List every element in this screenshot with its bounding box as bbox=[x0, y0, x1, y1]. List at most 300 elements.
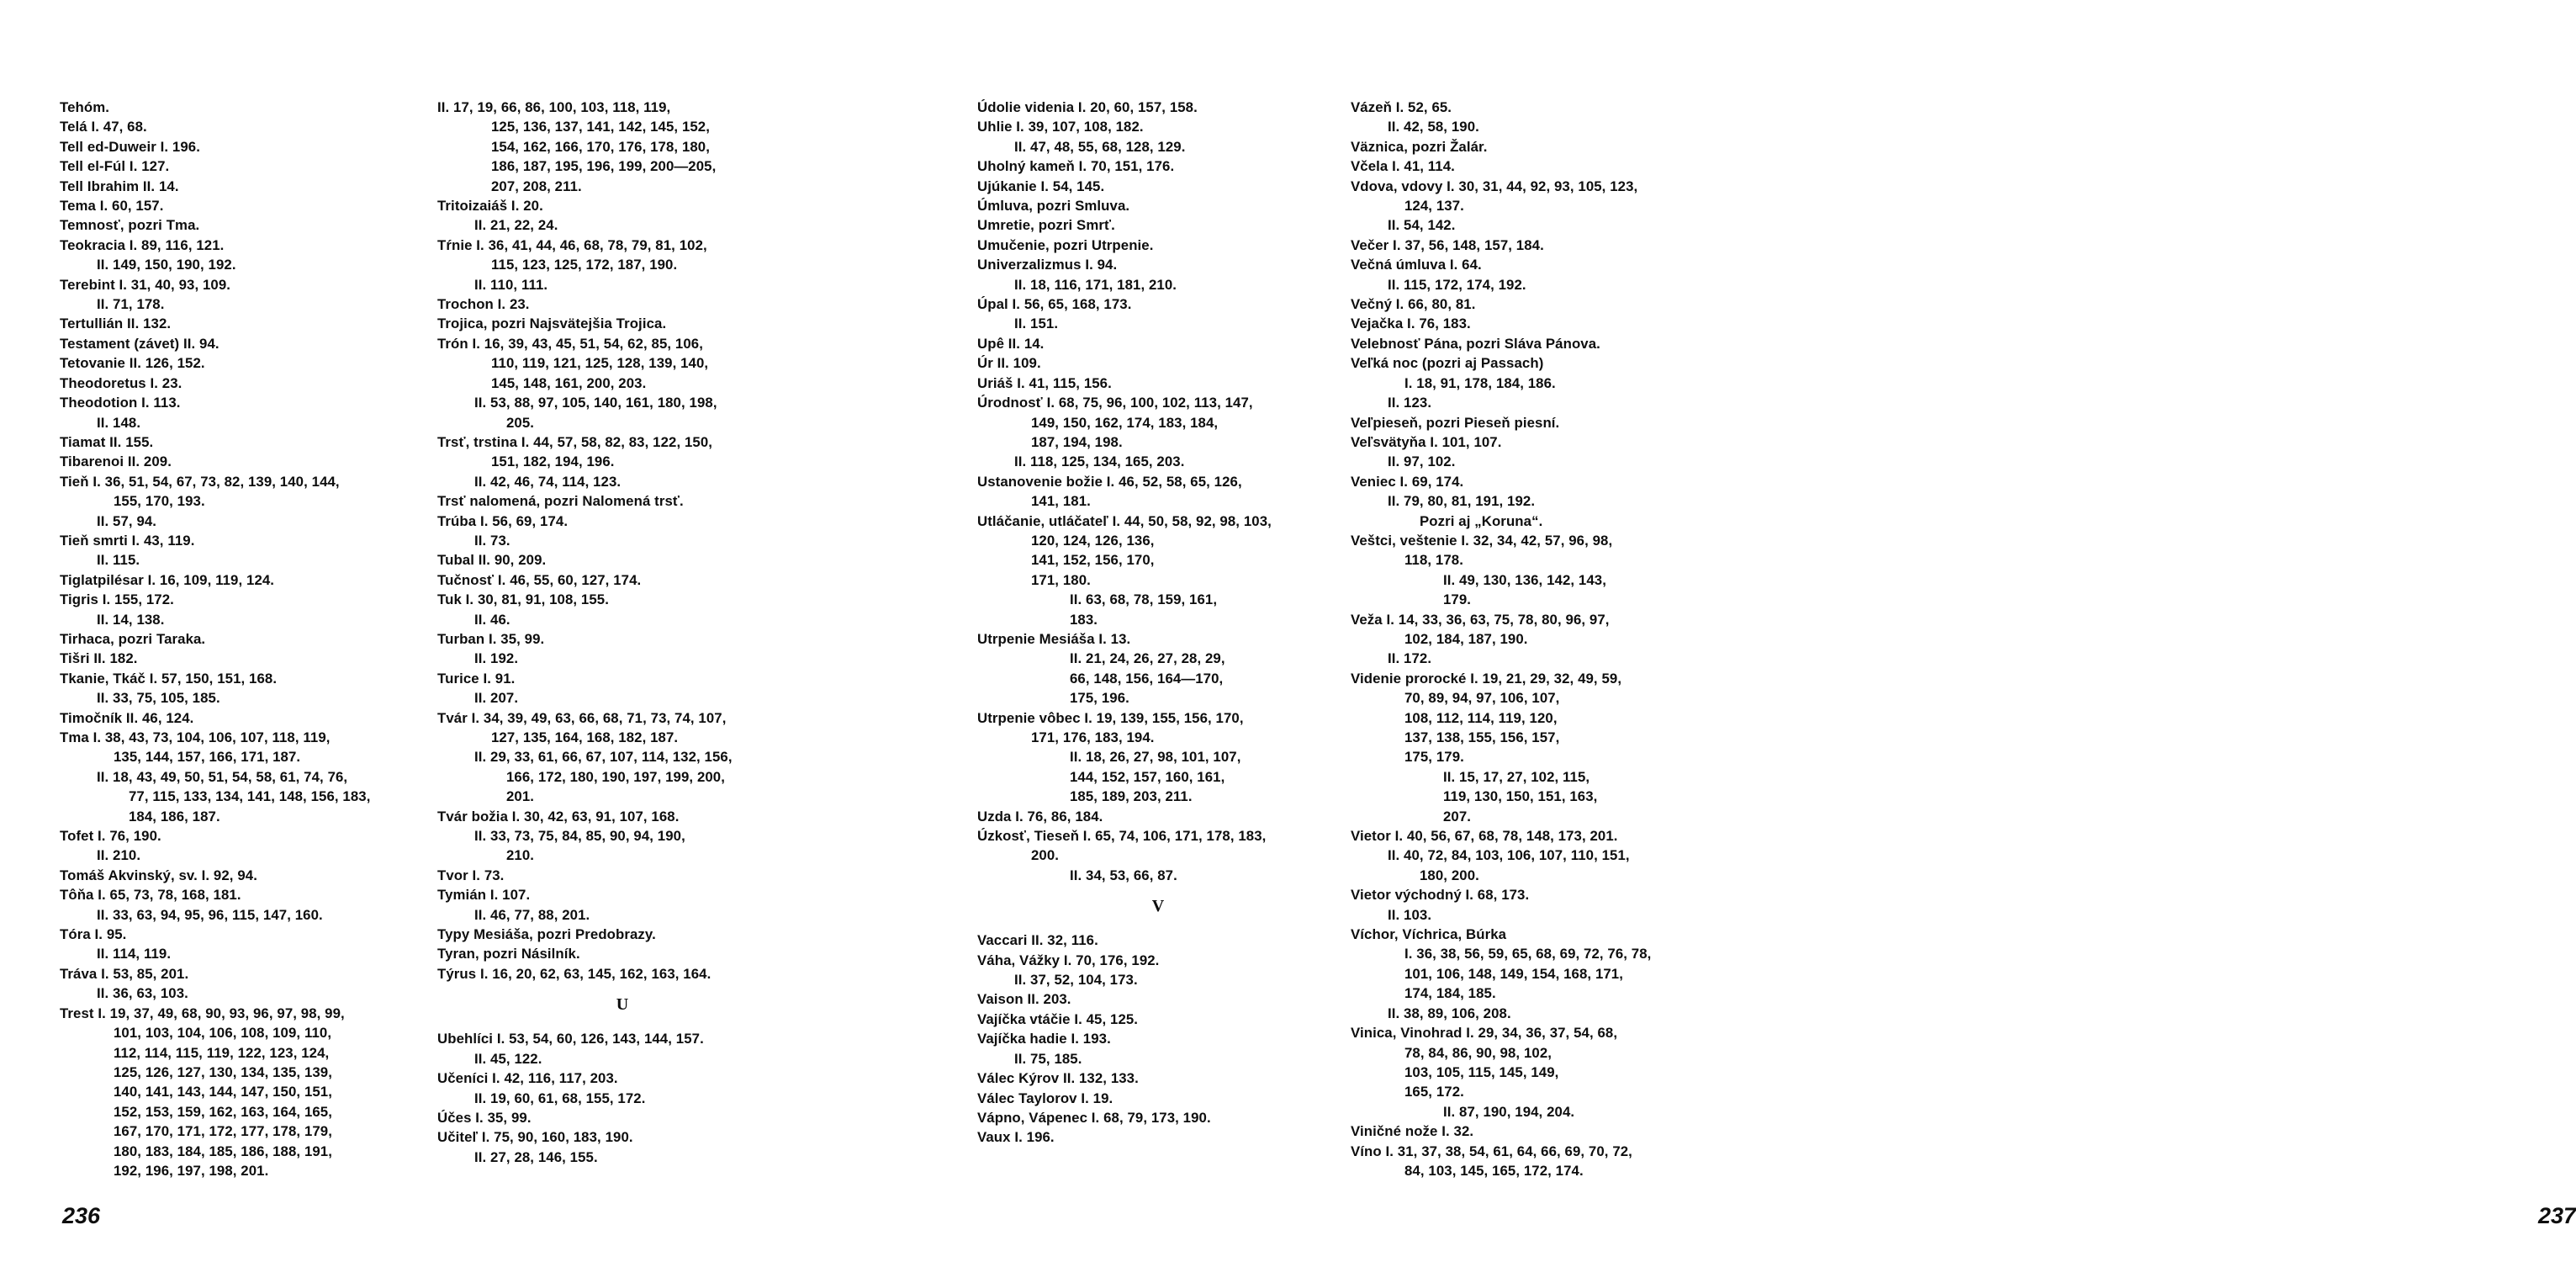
index-entry-heading-line: II. 17, 19, 66, 86, 100, 103, 118, 119, bbox=[437, 99, 671, 115]
index-entry-heading-line: Tvár božia I. 30, 42, 63, 91, 107, 168. bbox=[437, 808, 680, 825]
index-entry-continuation: 137, 138, 155, 156, 157, bbox=[1404, 729, 1560, 745]
index-entry-continuation: 118, 178. bbox=[1404, 552, 1463, 569]
index-entry-heading-line: Videnie prorocké I. 19, 21, 29, 32, 49, 59, bbox=[1351, 670, 1622, 687]
index-entry-subreference: II. 118, 125, 134, 165, 203. bbox=[1014, 453, 1185, 470]
index-entry bbox=[1351, 1023, 1721, 1121]
index-entry-heading-line: Tubal II. 90, 209. bbox=[437, 552, 547, 569]
index-entry bbox=[1351, 334, 1721, 353]
index-entry-heading-line: Tiamat II. 155. bbox=[60, 433, 154, 450]
index-entry-continuation: 171, 176, 183, 194. bbox=[1031, 729, 1155, 745]
index-entry-continuation: 145, 148, 161, 200, 203. bbox=[491, 374, 647, 391]
index-entry-subreference: 183. bbox=[1070, 611, 1098, 628]
index-entry bbox=[1351, 294, 1721, 314]
index-entry bbox=[1351, 314, 1721, 333]
index-entry-subreference: II. 34, 53, 66, 87. bbox=[1070, 867, 1177, 883]
index-entry-subreference: 201. bbox=[506, 788, 535, 805]
index-entry-subreference: II. 46. bbox=[474, 611, 510, 628]
index-entry-subreference: II. 53, 88, 97, 105, 140, 161, 180, 198, bbox=[474, 395, 717, 411]
index-entry-heading-line: Tôňa I. 65, 73, 78, 168, 181. bbox=[60, 887, 241, 904]
index-entry-heading-line: Trochon I. 23. bbox=[437, 296, 530, 313]
index-entry bbox=[60, 1004, 430, 1181]
index-entry-heading-line: Úmluva, pozri Smluva. bbox=[977, 198, 1130, 215]
index-entry-subreference: II. 27, 28, 146, 155. bbox=[474, 1148, 598, 1165]
index-entry-subreference: II. 79, 80, 81, 191, 192. bbox=[1388, 493, 1536, 510]
index-entry-heading-line: Trón I. 16, 39, 43, 45, 51, 54, 62, 85, 106, bbox=[437, 335, 703, 352]
index-entry bbox=[1351, 472, 1721, 531]
index-entry-subreference: II. 210. bbox=[97, 847, 141, 864]
index-entry bbox=[437, 1108, 807, 1127]
index-entry bbox=[60, 452, 430, 471]
index-entry bbox=[60, 98, 430, 117]
index-entry-continuation: I. 18, 91, 178, 184, 186. bbox=[1404, 374, 1556, 391]
index-entry-heading-line: Tomáš Akvinský, sv. I. 92, 94. bbox=[60, 867, 257, 883]
index-entry bbox=[60, 570, 430, 590]
index-entry-heading-line: Trojica, pozri Najsvätejšia Trojica. bbox=[437, 316, 667, 332]
index-entry-heading-line: Večný I. 66, 80, 81. bbox=[1351, 296, 1476, 313]
index-entry-heading-line: Ustanovenie božie I. 46, 52, 58, 65, 126, bbox=[977, 473, 1242, 490]
index-entry-subreference: 77, 115, 133, 134, 141, 148, 156, 183, bbox=[129, 788, 371, 805]
index-entry bbox=[437, 491, 807, 511]
index-entry-subreference: II. 46, 77, 88, 201. bbox=[474, 906, 590, 923]
index-entry-heading-line: Vdova, vdovy I. 30, 31, 44, 92, 93, 105, 123, bbox=[1351, 178, 1638, 194]
index-entry-heading-line: Umretie, pozri Smrť. bbox=[977, 217, 1115, 234]
index-entry bbox=[977, 177, 1339, 196]
index-entry bbox=[1351, 137, 1721, 156]
index-entry-subreference: II. 21, 22, 24. bbox=[474, 217, 558, 234]
index-entry-subreference: II. 14, 138. bbox=[97, 611, 165, 628]
index-entry bbox=[437, 708, 807, 807]
index-entry-subreference: II. 38, 89, 106, 208. bbox=[1388, 1005, 1511, 1021]
index-column-2 bbox=[437, 98, 807, 1167]
index-entry-continuation: 154, 162, 166, 170, 176, 178, 180, bbox=[491, 138, 711, 155]
index-entry-heading-line: Vajíčka hadie I. 193. bbox=[977, 1031, 1111, 1047]
index-entry-subreference: II. 207. bbox=[474, 690, 519, 707]
index-entry-continuation: 124, 137. bbox=[1404, 198, 1464, 215]
index-entry-continuation: 180, 183, 184, 185, 186, 188, 191, bbox=[114, 1143, 333, 1159]
index-entry bbox=[977, 393, 1339, 472]
right-page bbox=[877, 0, 2576, 1262]
index-entry-heading-line: Tkanie, Tkáč I. 57, 150, 151, 168. bbox=[60, 670, 278, 687]
index-entry-heading-line: Úrodnosť I. 68, 75, 96, 100, 102, 113, 147, bbox=[977, 395, 1253, 411]
index-entry-heading-line: Vápno, Vápenec I. 68, 79, 173, 190. bbox=[977, 1109, 1211, 1126]
index-entry-heading-line: Tóra I. 95. bbox=[60, 926, 127, 943]
index-entry-heading-line: Večer I. 37, 56, 148, 157, 184. bbox=[1351, 236, 1544, 253]
index-entry-continuation: 175, 179. bbox=[1404, 749, 1464, 766]
index-entry-continuation: 174, 184, 185. bbox=[1404, 985, 1496, 1002]
index-entry bbox=[977, 708, 1339, 807]
index-entry-subreference: II. 63, 68, 78, 159, 161, bbox=[1070, 591, 1218, 608]
index-entry-heading-line: Údolie videnia I. 20, 60, 157, 158. bbox=[977, 99, 1198, 115]
index-entry-heading-line: Víchor, Víchrica, Búrka bbox=[1351, 926, 1507, 943]
index-entry-continuation: 167, 170, 171, 172, 177, 178, 179, bbox=[114, 1123, 333, 1140]
index-entry-subreference: II. 148. bbox=[97, 414, 141, 431]
index-entry bbox=[977, 1089, 1339, 1108]
index-entry bbox=[437, 294, 807, 314]
index-entry bbox=[437, 314, 807, 333]
index-entry bbox=[977, 931, 1339, 950]
index-entry-heading-line: Úpal I. 56, 65, 168, 173. bbox=[977, 296, 1132, 313]
index-entry bbox=[1351, 156, 1721, 176]
index-entry bbox=[977, 255, 1339, 294]
letter-heading: V bbox=[1151, 897, 1165, 916]
index-entry bbox=[60, 334, 430, 353]
index-entry bbox=[60, 590, 430, 629]
index-entry-heading-line: Válec Taylorov I. 19. bbox=[977, 1090, 1113, 1106]
index-entry-heading-line: Ubehlíci I. 53, 54, 60, 126, 143, 144, 157. bbox=[437, 1031, 704, 1047]
index-entry-heading-line: Utrpenie Mesiáša I. 13. bbox=[977, 630, 1131, 647]
index-entry-heading-line: Vázeň I. 52, 65. bbox=[1351, 99, 1452, 115]
index-entry bbox=[1351, 236, 1721, 255]
index-entry-subreference: II. 97, 102. bbox=[1388, 453, 1456, 470]
index-entry-heading-line: Tertullián II. 132. bbox=[60, 316, 172, 332]
index-entry-heading-line: Trsť, trstina I. 44, 57, 58, 82, 83, 122, 150, bbox=[437, 433, 713, 450]
index-entry bbox=[977, 215, 1339, 235]
index-entry-subreference: II. 33, 75, 105, 185. bbox=[97, 690, 220, 707]
index-entry-heading-line: Terebint I. 31, 40, 93, 109. bbox=[60, 276, 231, 293]
index-entry-subreference: II. 19, 60, 61, 68, 155, 172. bbox=[474, 1090, 646, 1106]
index-entry bbox=[1351, 531, 1721, 610]
index-entry bbox=[60, 531, 430, 570]
index-entry-subreference: II. 36, 63, 103. bbox=[97, 985, 188, 1002]
index-entry-continuation: 151, 182, 194, 196. bbox=[491, 453, 615, 470]
index-entry-heading-line: Univerzalizmus I. 94. bbox=[977, 257, 1118, 273]
index-entry-continuation: 141, 181. bbox=[1031, 493, 1091, 510]
index-entry-continuation: 192, 196, 197, 198, 201. bbox=[114, 1162, 269, 1179]
index-entry bbox=[977, 1127, 1339, 1147]
index-entry-continuation: 140, 141, 143, 144, 147, 150, 151, bbox=[114, 1084, 333, 1100]
index-entry bbox=[437, 334, 807, 432]
index-entry bbox=[1351, 610, 1721, 669]
index-entry-heading-line: Tiglatpilésar I. 16, 109, 119, 124. bbox=[60, 571, 275, 588]
index-entry bbox=[977, 117, 1339, 156]
index-entry bbox=[437, 1127, 807, 1167]
index-entry bbox=[60, 177, 430, 196]
index-entry bbox=[60, 137, 430, 156]
index-entry-heading-line: Tigris I. 155, 172. bbox=[60, 591, 174, 608]
index-entry-heading-line: Tirhaca, pozri Taraka. bbox=[60, 630, 206, 647]
index-entry-subreference: II. 123. bbox=[1388, 395, 1432, 411]
index-entry bbox=[437, 669, 807, 708]
index-entry bbox=[977, 1068, 1339, 1088]
index-entry-heading-line: Tetovanie II. 126, 152. bbox=[60, 355, 205, 372]
index-entry-continuation: 78, 84, 86, 90, 98, 102, bbox=[1404, 1044, 1552, 1061]
index-entry bbox=[437, 196, 807, 236]
index-entry-heading-line: Viničné nože I. 32. bbox=[1351, 1123, 1474, 1140]
index-entry bbox=[60, 885, 430, 925]
index-entry-heading-line: Uholný kameň I. 70, 151, 176. bbox=[977, 158, 1175, 175]
index-entry bbox=[1351, 669, 1721, 826]
index-entry bbox=[1351, 885, 1721, 925]
index-entry-heading-line: Tritoizaiáš I. 20. bbox=[437, 198, 543, 215]
index-entry bbox=[437, 866, 807, 885]
index-entry-heading-line: Veľsvätyňa I. 101, 107. bbox=[1351, 433, 1502, 450]
index-entry-heading-line: Temnosť, pozri Tma. bbox=[60, 217, 200, 234]
index-entry-subreference: II. 18, 116, 171, 181, 210. bbox=[1014, 276, 1177, 293]
index-entry-heading-line: Úzkosť, Tieseň I. 65, 74, 106, 171, 178, 183, bbox=[977, 828, 1267, 845]
index-entry bbox=[60, 866, 430, 885]
index-entry-subreference: II. 54, 142. bbox=[1388, 217, 1456, 234]
index-entry bbox=[60, 826, 430, 866]
index-entry-heading-line: Tell Ibrahim II. 14. bbox=[60, 178, 179, 194]
index-entry-subreference: 144, 152, 157, 160, 161, bbox=[1070, 768, 1225, 785]
index-column-1 bbox=[60, 98, 430, 1180]
index-entry bbox=[977, 196, 1339, 215]
index-entry-heading-line: Typy Mesiáša, pozri Predobrazy. bbox=[437, 926, 656, 943]
index-entry-subreference: 179. bbox=[1443, 591, 1472, 608]
index-entry bbox=[437, 236, 807, 294]
index-entry bbox=[977, 826, 1339, 885]
index-entry bbox=[977, 1029, 1339, 1068]
index-entry-heading-line: Úr II. 109. bbox=[977, 355, 1041, 372]
index-entry-continuation: 127, 135, 164, 168, 182, 187. bbox=[491, 729, 679, 745]
index-entry-subreference: 210. bbox=[506, 847, 535, 864]
index-entry-heading-line: Tišri II. 182. bbox=[60, 650, 138, 667]
index-entry bbox=[977, 512, 1339, 629]
index-entry-continuation: 200. bbox=[1031, 847, 1060, 864]
index-entry-heading-line: Veštci, veštenie I. 32, 34, 42, 57, 96, 98, bbox=[1351, 532, 1613, 549]
index-entry-subreference: II. 29, 33, 61, 66, 67, 107, 114, 132, 156, bbox=[474, 749, 733, 766]
index-entry-heading-line: Tehóm. bbox=[60, 99, 110, 115]
index-entry-subreference: 184, 186, 187. bbox=[129, 808, 220, 825]
index-entry-heading-line: Tuk I. 30, 81, 91, 108, 155. bbox=[437, 591, 609, 608]
index-entry-heading-line: Týrus I. 16, 20, 62, 63, 145, 162, 163, 164. bbox=[437, 965, 711, 982]
index-entry-heading-line: Vejačka I. 76, 183. bbox=[1351, 316, 1471, 332]
index-entry-heading-line: Včela I. 41, 114. bbox=[1351, 158, 1455, 175]
index-entry bbox=[977, 989, 1339, 1009]
index-entry-continuation: 70, 89, 94, 97, 106, 107, bbox=[1404, 690, 1560, 707]
index-entry-subreference: II. 115, 172, 174, 192. bbox=[1388, 276, 1526, 293]
index-entry bbox=[437, 1068, 807, 1108]
index-entry-heading-line: Tofet I. 76, 190. bbox=[60, 828, 161, 845]
index-entry-heading-line: Theodoretus I. 23. bbox=[60, 374, 182, 391]
index-entry-subreference: 185, 189, 203, 211. bbox=[1070, 788, 1193, 805]
index-entry-heading-line: Vietor východný I. 68, 173. bbox=[1351, 887, 1530, 904]
index-entry-subreference: II. 18, 26, 27, 98, 101, 107, bbox=[1070, 749, 1241, 766]
index-entry-subreference: 175, 196. bbox=[1070, 690, 1129, 707]
page-number-right: 237 bbox=[2538, 1203, 2576, 1228]
index-entry-subreference: II. 87, 190, 194, 204. bbox=[1443, 1103, 1575, 1120]
index-entry-heading-line: Tma I. 38, 43, 73, 104, 106, 107, 118, 119, bbox=[60, 729, 331, 745]
index-entry-heading-line: Vinica, Vinohrad I. 29, 34, 36, 37, 54, 68, bbox=[1351, 1025, 1618, 1042]
index-entry bbox=[437, 432, 807, 491]
index-entry-heading-line: Tieň I. 36, 51, 54, 67, 73, 82, 139, 140, 144, bbox=[60, 473, 340, 490]
index-entry bbox=[437, 1029, 807, 1068]
index-entry-subreference: II. 149, 150, 190, 192. bbox=[97, 257, 236, 273]
index-entry bbox=[977, 236, 1339, 255]
index-entry bbox=[437, 629, 807, 669]
index-entry-heading-line: Trúba I. 56, 69, 174. bbox=[437, 512, 569, 529]
index-entry-heading-line: Vaux I. 196. bbox=[977, 1129, 1055, 1146]
index-entry-heading-line: Tibarenoi II. 209. bbox=[60, 453, 172, 470]
index-entry bbox=[1351, 353, 1721, 412]
index-entry-heading-line: Trsť nalomená, pozri Nalomená trsť. bbox=[437, 493, 684, 510]
index-entry-continuation: 155, 170, 193. bbox=[114, 493, 205, 510]
index-entry-heading-line: Veľpieseň, pozri Pieseň piesní. bbox=[1351, 414, 1560, 431]
index-entry-continuation: 125, 136, 137, 141, 142, 145, 152, bbox=[491, 119, 711, 135]
index-entry-continuation: 125, 126, 127, 130, 134, 135, 139, bbox=[114, 1063, 333, 1080]
index-entry-continuation: 101, 106, 148, 149, 154, 168, 171, bbox=[1404, 965, 1624, 982]
index-entry-subreference: II. 37, 52, 104, 173. bbox=[1014, 972, 1138, 989]
index-entry bbox=[1351, 925, 1721, 1023]
index-entry-heading-line: Väznica, pozri Žalár. bbox=[1351, 138, 1488, 155]
index-entry bbox=[437, 590, 807, 629]
left-page bbox=[0, 0, 877, 1262]
index-entry-continuation: 101, 103, 104, 106, 108, 109, 110, bbox=[114, 1025, 332, 1042]
index-entry-heading-line: Testament (závet) II. 94. bbox=[60, 335, 220, 352]
index-entry bbox=[977, 374, 1339, 393]
index-entry-heading-line: Vietor I. 40, 56, 67, 68, 78, 148, 173, 201. bbox=[1351, 828, 1618, 845]
index-entry bbox=[977, 1010, 1339, 1029]
index-entry-heading-line: Tyran, pozri Násilník. bbox=[437, 946, 580, 962]
index-entry-subreference: II. 103. bbox=[1388, 906, 1432, 923]
index-entry-subreference: II. 15, 17, 27, 102, 115, bbox=[1443, 768, 1590, 785]
index-entry-heading-line: Účes I. 35, 99. bbox=[437, 1109, 532, 1126]
index-entry-continuation: 141, 152, 156, 170, bbox=[1031, 552, 1155, 569]
index-entry-heading-line: Tell ed-Duweir I. 196. bbox=[60, 138, 200, 155]
index-entry bbox=[60, 353, 430, 373]
index-entry bbox=[1351, 177, 1721, 236]
index-entry bbox=[60, 472, 430, 531]
index-entry-continuation: 152, 153, 159, 162, 163, 164, 165, bbox=[114, 1103, 333, 1120]
index-entry bbox=[60, 314, 430, 333]
index-entry-subreference: II. 33, 63, 94, 95, 96, 115, 147, 160. bbox=[97, 906, 323, 923]
index-entry-continuation: 207, 208, 211. bbox=[491, 178, 582, 194]
index-entry bbox=[60, 374, 430, 393]
index-entry bbox=[1351, 98, 1721, 137]
index-entry bbox=[977, 353, 1339, 373]
index-entry-heading-line: Tučnosť I. 46, 55, 60, 127, 174. bbox=[437, 571, 642, 588]
index-entry-continuation: 135, 144, 157, 166, 171, 187. bbox=[114, 749, 301, 766]
index-entry bbox=[60, 728, 430, 826]
index-entry-heading-line: Tell el-Fúl I. 127. bbox=[60, 158, 170, 175]
index-entry-heading-line: Umučenie, pozri Utrpenie. bbox=[977, 236, 1154, 253]
index-entry bbox=[977, 951, 1339, 990]
index-entry bbox=[977, 334, 1339, 353]
index-entry-continuation: 102, 184, 187, 190. bbox=[1404, 630, 1528, 647]
index-entry-subreference: 66, 148, 156, 164—170, bbox=[1070, 670, 1224, 687]
index-entry-subreference: II. 151. bbox=[1014, 316, 1059, 332]
index-entry-subreference: II. 42, 58, 190. bbox=[1388, 119, 1479, 135]
index-entry bbox=[977, 294, 1339, 334]
index-entry bbox=[437, 512, 807, 551]
index-entry-subreference: II. 42, 46, 74, 114, 123. bbox=[474, 473, 622, 490]
index-entry bbox=[437, 964, 807, 984]
index-entry-heading-line: Ujúkanie I. 54, 145. bbox=[977, 178, 1105, 194]
index-entry-heading-line: Velebnosť Pána, pozri Sláva Pánova. bbox=[1351, 335, 1600, 352]
index-entry bbox=[437, 98, 807, 196]
index-entry-subreference: II. 21, 24, 26, 27, 28, 29, bbox=[1070, 650, 1225, 667]
index-entry bbox=[60, 275, 430, 315]
index-entry bbox=[977, 1108, 1339, 1127]
index-entry bbox=[437, 550, 807, 570]
index-entry-heading-line: Večná úmluva I. 64. bbox=[1351, 257, 1482, 273]
index-entry bbox=[60, 925, 430, 964]
index-entry bbox=[60, 117, 430, 136]
index-entry-subreference: 166, 172, 180, 190, 197, 199, 200, bbox=[506, 768, 726, 785]
index-entry-subreference: II. 40, 72, 84, 103, 106, 107, 110, 151, bbox=[1388, 847, 1630, 864]
index-entry bbox=[60, 669, 430, 708]
index-entry-heading-line: Veľká noc (pozri aj Passach) bbox=[1351, 355, 1544, 372]
index-entry bbox=[977, 472, 1339, 512]
index-entry bbox=[437, 885, 807, 925]
index-column-4 bbox=[1351, 98, 1721, 1180]
index-entry bbox=[977, 629, 1339, 708]
index-entry-subreference: II. 18, 43, 49, 50, 51, 54, 58, 61, 74, 76, bbox=[97, 768, 348, 785]
index-entry-heading-line: Trest I. 19, 37, 49, 68, 90, 93, 96, 97, 98, 99, bbox=[60, 1005, 345, 1021]
index-entry bbox=[60, 629, 430, 649]
index-entry-heading-line: Uhlie I. 39, 107, 108, 182. bbox=[977, 119, 1144, 135]
index-entry-continuation: 110, 119, 121, 125, 128, 139, 140, bbox=[491, 355, 709, 372]
index-entry bbox=[1351, 432, 1721, 472]
index-entry bbox=[60, 156, 430, 176]
index-entry-continuation: 120, 124, 126, 136, bbox=[1031, 532, 1155, 549]
index-entry-heading-line: Turban I. 35, 99. bbox=[437, 630, 545, 647]
page-number-left: 236 bbox=[62, 1203, 101, 1228]
index-entry-heading-line: Váha, Vážky I. 70, 176, 192. bbox=[977, 952, 1160, 968]
index-entry-heading-line: Utrpenie vôbec I. 19, 139, 155, 156, 170, bbox=[977, 709, 1244, 726]
index-entry-continuation: 112, 114, 115, 119, 122, 123, 124, bbox=[114, 1044, 330, 1061]
index-entry-heading-line: Vaison II. 203. bbox=[977, 991, 1071, 1008]
index-entry-heading-line: Tvor I. 73. bbox=[437, 867, 505, 883]
index-entry-heading-line: Veža I. 14, 33, 36, 63, 75, 78, 80, 96, 97, bbox=[1351, 611, 1610, 628]
index-entry-heading-line: Uzda I. 76, 86, 184. bbox=[977, 808, 1103, 825]
index-entry bbox=[60, 236, 430, 275]
index-entry bbox=[977, 156, 1339, 176]
index-entry bbox=[1351, 1121, 1721, 1141]
letter-heading: U bbox=[616, 995, 629, 1015]
index-entry-heading-line: Timočník II. 46, 124. bbox=[60, 709, 194, 726]
index-entry bbox=[60, 708, 430, 728]
index-entry-continuation: 149, 150, 162, 174, 183, 184, bbox=[1031, 414, 1219, 431]
index-entry bbox=[60, 215, 430, 235]
index-entry-subreference: II. 75, 185. bbox=[1014, 1050, 1082, 1067]
index-entry bbox=[437, 944, 807, 963]
index-entry-heading-line: Telá I. 47, 68. bbox=[60, 119, 147, 135]
index-entry bbox=[60, 393, 430, 432]
index-entry-subreference: II. 45, 122. bbox=[474, 1050, 542, 1067]
index-entry bbox=[1351, 255, 1721, 294]
index-entry-heading-line: Uriáš I. 41, 115, 156. bbox=[977, 374, 1112, 391]
index-entry-subreference: II. 33, 73, 75, 84, 85, 90, 94, 190, bbox=[474, 828, 685, 845]
index-entry-subreference: Pozri aj „Koruna“. bbox=[1420, 512, 1543, 529]
index-entry-subreference: II. 110, 111. bbox=[474, 276, 548, 293]
index-entry-heading-line: Teokracia I. 89, 116, 121. bbox=[60, 236, 225, 253]
index-entry-heading-line: Víno I. 31, 37, 38, 54, 61, 64, 66, 69, 70, 72, bbox=[1351, 1143, 1632, 1159]
index-entry bbox=[60, 964, 430, 1004]
index-entry-subreference: II. 114, 119. bbox=[97, 946, 172, 962]
index-entry-heading-line: Tŕnie I. 36, 41, 44, 46, 68, 78, 79, 81, 102, bbox=[437, 236, 707, 253]
index-entry-subreference: 119, 130, 150, 151, 163, bbox=[1443, 788, 1598, 805]
index-entry-heading-line: Válec Kýrov II. 132, 133. bbox=[977, 1070, 1139, 1087]
index-entry-heading-line: Vajíčka vtáčie I. 45, 125. bbox=[977, 1010, 1139, 1027]
index-entry-heading-line: Učiteľ I. 75, 90, 160, 183, 190. bbox=[437, 1129, 633, 1146]
index-entry-continuation: 103, 105, 115, 145, 149, bbox=[1404, 1063, 1559, 1080]
index-entry bbox=[977, 98, 1339, 117]
index-entry-subreference: II. 73. bbox=[474, 532, 510, 549]
index-entry-heading-line: Theodotion I. 113. bbox=[60, 395, 181, 411]
index-entry-heading-line: Upê II. 14. bbox=[977, 335, 1045, 352]
index-entry-continuation: 108, 112, 114, 119, 120, bbox=[1404, 709, 1558, 726]
index-entry-continuation: 171, 180. bbox=[1031, 571, 1091, 588]
index-entry-heading-line: Tvár I. 34, 39, 49, 63, 66, 68, 71, 73, 74, 107, bbox=[437, 709, 727, 726]
index-entry-continuation: I. 36, 38, 56, 59, 65, 68, 69, 72, 76, 78, bbox=[1404, 946, 1652, 962]
index-entry bbox=[437, 925, 807, 944]
index-entry-subreference: II. 47, 48, 55, 68, 128, 129. bbox=[1014, 138, 1186, 155]
index-entry-heading-line: Turice I. 91. bbox=[437, 670, 516, 687]
index-entry-subreference: II. 71, 178. bbox=[97, 296, 165, 313]
index-entry bbox=[1351, 826, 1721, 885]
index-entry-heading-line: Utláčanie, utláčateľ I. 44, 50, 58, 92, 98, 103, bbox=[977, 512, 1272, 529]
